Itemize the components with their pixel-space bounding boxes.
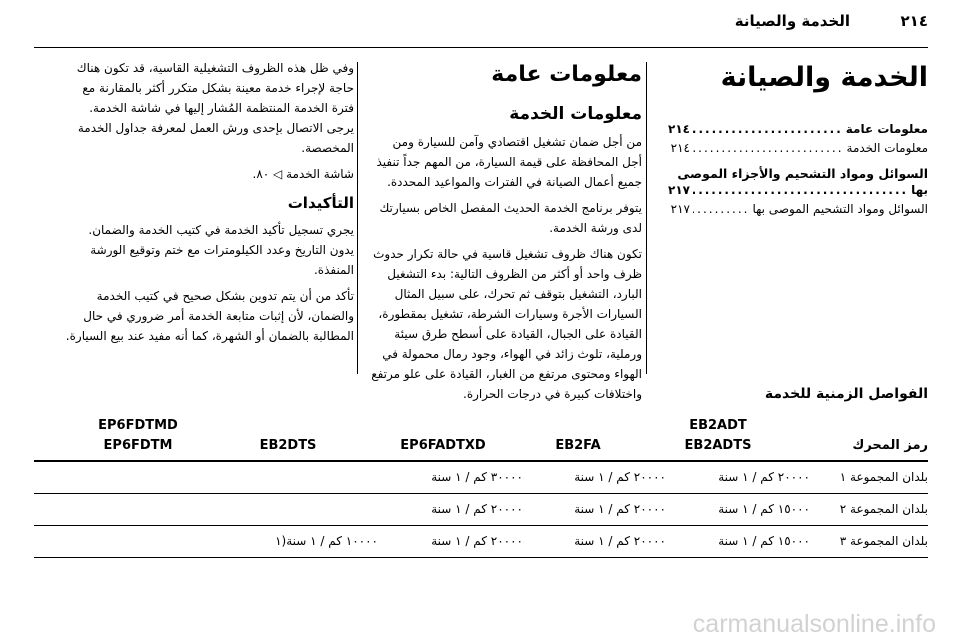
paragraph: من أجل ضمان تشغيل اقتصادي وآمن للسيارة ومن أجل المحافظة على قيمة السيارة، من المهم جداً تنفيذ جميع أعمال الصيانة في الفترات والمواعيد المحددة. [376, 135, 642, 189]
toc-entry-label: معلومات الخدمة [846, 141, 928, 155]
paragraph: تكون هناك ظروف تشغيل قاسية في حالة تكرار حدوث ظرف واحد أو أكثر من الظروف التالية: بدء التشغيل البارد، التشغيل بتوقف ثم تحرك، على سبيل المثال السيارات الأجرة وسيارات الشرطة، تشغيل بمقطورة، القيادة على الجبال، القيادة على أسطح طرق سيئة ورملية، تلوث زائد في الهواء، وجود رمال محمولة في الهواء ومحتوى مرتفع من الغبار، القيادة على علو مرتفع واختلافات كبيرة في درجات الحرارة. [371, 247, 642, 401]
toc-entry[interactable] [652, 120, 928, 139]
table-row [34, 526, 928, 558]
toc-entry-page: ٢١٧ [670, 202, 690, 216]
toc-leader [693, 181, 908, 200]
chapter-column [652, 58, 928, 219]
table-of-contents [652, 120, 928, 219]
paragraph: يجري تسجيل تأكيد الخدمة في كتيب الخدمة والضمان. يدون التاريخ وعدد الكيلومترات مع ختم وتوقيع الورشة المنفذة. [88, 223, 354, 277]
table-header-cell: EP6FDTM [103, 438, 173, 453]
table-cell: ٢٠٠٠٠ كم / ١ سنة [574, 502, 666, 516]
toc-entry-label: معلومات عامة [845, 122, 928, 136]
table-cell: ٣٠٠٠٠ كم / ١ سنة [431, 470, 523, 484]
table-cell: ٢٠٠٠٠ كم / ١ سنة [574, 534, 666, 548]
table-header-cell: EP6FADTXD [400, 438, 486, 453]
section-subtitle: معلومات الخدمة [509, 104, 642, 124]
paragraph: وفي ظل هذه الظروف التشغيلية القاسية، قد تكون هناك حاجة لإجراء خدمة معينة بشكل متكرر أكثر بالمقارنة مع فترة الخدمة المنتظمة المُشار إليها في شاشة الخدمة. يرجى الاتصال بإحدى ورش العمل لمعرفة جداول الخدمة المخصصة. [76, 61, 354, 155]
toc-entry[interactable] [652, 200, 928, 219]
table-cell: بلدان المجموعة ١ [839, 470, 928, 484]
paragraph: يتوفر برنامج الخدمة الحديث المفصل الخاص بسيارتك لدى ورشة الخدمة. [379, 201, 642, 235]
table-row [34, 462, 928, 494]
continued-column [62, 58, 354, 352]
paragraph: تأكد من أن يتم تدوين بشكل صحيح في كتيب الخدمة والضمان، لأن إثبات متابعة الخدمة أمر ضروري في حال المطالبة بالضمان أو الشهرة، كما أنه مفيد عند بيع السيارة. [65, 289, 354, 343]
watermark: carmanualsonline.info [692, 610, 936, 638]
toc-section-label: السوائل ومواد التشحيم والأجزاء الموصى [677, 166, 928, 181]
toc-leader [693, 120, 843, 139]
toc-entry-label: بها [911, 183, 928, 197]
table-cell: بلدان المجموعة ٢ [839, 502, 928, 516]
table-cell: ١٠٠٠٠ كم / ١ سنة(١ [275, 534, 378, 548]
section-heading: التأكيدات [287, 194, 354, 212]
toc-entry-label: السوائل ومواد التشحيم الموصى بها [752, 202, 928, 216]
table-header-row [34, 418, 928, 438]
toc-leader [693, 139, 844, 158]
column-divider-left [357, 62, 358, 374]
table-cell: بلدان المجموعة ٣ [839, 534, 928, 548]
page-number: ٢١٤ [900, 12, 928, 30]
table-title: الفواصل الزمنية للخدمة [764, 386, 928, 402]
table-cell: ٢٠٠٠٠ كم / ١ سنة [574, 470, 666, 484]
table-cell: ١٥٠٠٠ كم / ١ سنة [718, 502, 810, 516]
column-divider-right [646, 62, 647, 374]
cross-reference[interactable]: شاشة الخدمة ◁ ٨٠. [252, 167, 354, 181]
toc-entry-page: ٢١٧ [668, 183, 690, 197]
table-header-cell: EB2ADT [689, 418, 747, 433]
table-cell: ٢٠٠٠٠ كم / ١ سنة [431, 502, 523, 516]
header-rule [34, 47, 928, 48]
table-header-cell: EB2DTS [259, 438, 317, 453]
table-header-cell: EP6FDTMD [98, 418, 178, 433]
table-header-row [34, 438, 928, 462]
chapter-title: الخدمة والصيانة [720, 62, 928, 93]
toc-entry[interactable] [652, 139, 928, 158]
toc-leader [693, 200, 749, 219]
running-header-title: الخدمة والصيانة [734, 12, 850, 30]
toc-entry-page: ٢١٤ [668, 122, 690, 136]
table-header-cell: رمز المحرك [852, 438, 928, 453]
table-cell: ٢٠٠٠٠ كم / ١ سنة [431, 534, 523, 548]
general-info-column [370, 58, 642, 410]
toc-entry-page: ٢١٤ [670, 141, 690, 155]
toc-entry[interactable] [652, 181, 928, 200]
service-interval-table [34, 418, 928, 558]
table-header-cell: EB2ADTS [684, 438, 752, 453]
section-title: معلومات عامة [491, 62, 642, 87]
table-cell: ١٥٠٠٠ كم / ١ سنة [718, 534, 810, 548]
table-header-cell: EB2FA [555, 438, 601, 453]
table-row [34, 494, 928, 526]
table-cell: ٢٠٠٠٠ كم / ١ سنة [718, 470, 810, 484]
